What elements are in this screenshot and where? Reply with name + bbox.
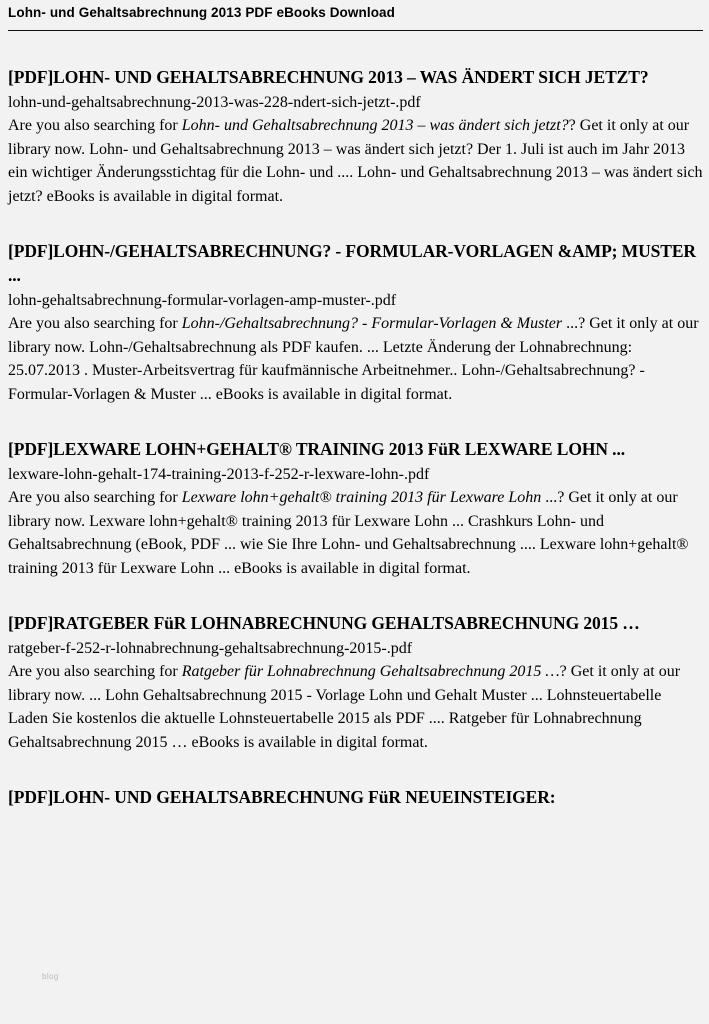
list-item [8, 785, 703, 809]
snippet-prefix: Are you also searching for [8, 489, 182, 506]
snippet-prefix: Are you also searching for [8, 663, 182, 680]
list-item [8, 65, 703, 208]
list-item [8, 239, 703, 406]
result-title[interactable]: [PDF]LOHN- UND GEHALTSABRECHNUNG FüR NEUEINSTEIGER: [8, 787, 556, 807]
list-item [8, 611, 703, 754]
snippet-query: Lohn- und Gehaltsabrechnung 2013 – was ändert sich jetzt? [181, 117, 569, 134]
result-title[interactable]: [PDF]LEXWARE LOHN+GEHALT® TRAINING 2013 FüR LEXWARE LOHN ... [8, 439, 625, 459]
result-title[interactable]: [PDF]LOHN- UND GEHALTSABRECHNUNG 2013 – WAS ÄNDERT SICH JETZT? [8, 67, 649, 87]
watermark-label: blog [42, 972, 59, 981]
list-item [8, 437, 703, 580]
snippet-prefix: Are you also searching for [8, 315, 182, 332]
result-snippet [8, 486, 703, 580]
result-title[interactable]: [PDF]LOHN-/GEHALTSABRECHNUNG? - FORMULAR-VORLAGEN &AMP; MUSTER ... [8, 241, 696, 285]
search-results-list [6, 65, 703, 809]
snippet-query: Lohn-/Gehaltsabrechnung? - Formular-Vorlagen & Muster [181, 315, 563, 332]
snippet-rest: ...? Get it only at our library now. Lohn-/Gehaltsabrechnung als PDF kaufen. ... Letzte Änderung der Lohnabrechnung: 25.07.2013 . Muster-Arbeitsvertrag für kaufmännische Arbeitnehmer.. Lohn-/Gehaltsabrechnung? - Formular-Vorlagen & Muster ... eBooks is available in digital format. [8, 315, 699, 403]
result-filename: lohn-und-gehaltsabrechnung-2013-was-228-ndert-sich-jetzt-.pdf [8, 94, 421, 111]
page-title: Lohn- und Gehaltsabrechnung 2013 PDF eBooks Download [8, 5, 395, 20]
result-filename: lexware-lohn-gehalt-174-training-2013-f-252-r-lexware-lohn-.pdf [8, 466, 430, 483]
snippet-prefix: Are you also searching for [8, 117, 182, 134]
result-filename: lohn-gehaltsabrechnung-formular-vorlagen-amp-muster-.pdf [8, 292, 397, 309]
result-snippet [8, 312, 703, 406]
snippet-query: Ratgeber für Lohnabrechnung Gehaltsabrechnung 2015 … [181, 663, 560, 680]
snippet-rest: ? Get it only at our library now. ... Lohn Gehaltsabrechnung 2015 - Vorlage Lohn und Gehalt Muster ... Lohnsteuertabelle Laden Sie kostenlos die aktuelle Lohnsteuertabelle 2015 als PDF .... Ratgeber für Lohnabrechnung Gehaltsabrechnung 2015 … eBooks is available in digital format. [8, 663, 681, 751]
title-divider [8, 30, 703, 31]
snippet-rest: ...? Get it only at our library now. Lexware lohn+gehalt® training 2013 für Lexware Lohn ... Crashkurs Lohn- und Gehaltsabrechnung (eBook, PDF ... wie Sie Ihre Lohn- und Gehaltsabrechnung .... Lexware lohn+gehalt® training 2013 für Lexware Lohn ... eBooks is available in digital format. [8, 489, 689, 577]
snippet-query: Lexware lohn+gehalt® training 2013 für Lexware Lohn [181, 489, 542, 506]
snippet-rest: ? Get it only at our library now. Lohn- und Gehaltsabrechnung 2013 – was ändert sich jetzt? Der 1. Juli ist auch im Jahr 2013 ein wichtiger Änderungsstichtag für die Lohn- und .... Lohn- und Gehaltsabrechnung 2013 – was ändert sich jetzt? eBooks is available in digital format. [8, 117, 703, 205]
result-snippet [8, 114, 703, 208]
result-snippet [8, 660, 703, 754]
result-title[interactable]: [PDF]RATGEBER FüR LOHNABRECHNUNG GEHALTSABRECHNUNG 2015 … [8, 613, 640, 633]
result-filename: ratgeber-f-252-r-lohnabrechnung-gehaltsabrechnung-2015-.pdf [8, 640, 413, 657]
